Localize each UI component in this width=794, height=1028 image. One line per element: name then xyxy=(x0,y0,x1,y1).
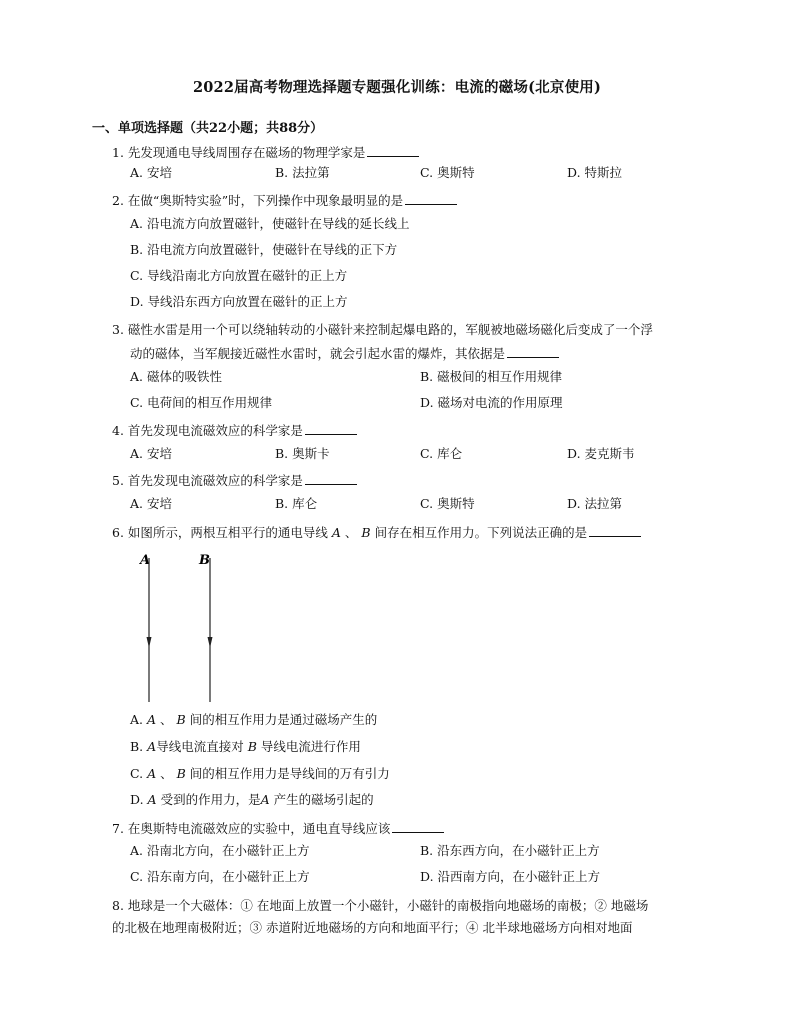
q6-option-c[interactable]: C. A 、 B 间的相互作用力是导线间的万有引力 xyxy=(130,766,390,781)
answer-blank[interactable] xyxy=(507,345,559,358)
q2-option-c[interactable]: C. 导线沿南北方向放置在磁针的正上方 xyxy=(130,268,348,283)
answer-blank[interactable] xyxy=(367,144,419,157)
wire-b-current-arrow xyxy=(208,637,213,648)
question-6-stem: 6. 如图所示，两根互相平行的通电导线 A 、 B 间存在相互作用力。下列说法正确的是 xyxy=(112,524,641,541)
section-heading: 一、单项选择题（共22小题；共88分） xyxy=(92,121,324,136)
wire-a-current-arrow xyxy=(147,637,152,648)
answer-blank[interactable] xyxy=(305,472,357,485)
q1-option-c[interactable]: C. 奥斯特 xyxy=(420,165,475,180)
answer-blank[interactable] xyxy=(392,820,444,833)
q6-option-b[interactable]: B. A导线电流直接对 B 导线电流进行作用 xyxy=(130,739,361,754)
q3-option-c[interactable]: C. 电荷间的相互作用规律 xyxy=(130,395,273,410)
q1-option-a[interactable]: A. 安培 xyxy=(130,165,172,180)
q5-option-b[interactable]: B. 库仑 xyxy=(275,496,318,511)
q1-option-d[interactable]: D. 特斯拉 xyxy=(567,165,623,180)
question-8-stem-line1: 8. 地球是一个大磁体：① 在地面上放置一个小磁针，小磁针的南极指向地磁场的南极；② 地磁场 xyxy=(112,898,649,913)
question-1-stem: 1. 先发现通电导线周围存在磁场的物理学家是 xyxy=(112,144,419,161)
q2-option-b[interactable]: B. 沿电流方向放置磁针，使磁针在导线的正下方 xyxy=(130,242,398,257)
wire-b-label: B xyxy=(199,553,210,568)
q5-option-c[interactable]: C. 奥斯特 xyxy=(420,496,475,511)
question-5-stem: 5. 首先发现电流磁效应的科学家是 xyxy=(112,472,357,489)
q4-option-a[interactable]: A. 安培 xyxy=(130,446,172,461)
parallel-wires-figure xyxy=(130,548,230,708)
question-8-stem-line2: 的北极在地理南极附近；③ 赤道附近地磁场的方向和地面平行；④ 北半球地磁场方向相对地面 xyxy=(112,920,633,935)
q3-option-d[interactable]: D. 磁场对电流的作用原理 xyxy=(420,395,563,410)
document-title: 2022届高考物理选择题专题强化训练：电流的磁场(北京使用) xyxy=(192,79,602,96)
q4-option-b[interactable]: B. 奥斯卡 xyxy=(275,446,330,461)
q6-option-d[interactable]: D. A 受到的作用力，是A 产生的磁场引起的 xyxy=(130,792,374,807)
q7-option-d[interactable]: D. 沿西南方向，在小磁针正上方 xyxy=(420,869,601,884)
q3-option-b[interactable]: B. 磁极间的相互作用规律 xyxy=(420,369,563,384)
q7-option-c[interactable]: C. 沿东南方向，在小磁针正上方 xyxy=(130,869,310,884)
q3-option-a[interactable]: A. 磁体的吸铁性 xyxy=(130,369,222,384)
answer-blank[interactable] xyxy=(305,422,357,435)
q4-option-d[interactable]: D. 麦克斯韦 xyxy=(567,446,635,461)
q4-option-c[interactable]: C. 库仑 xyxy=(420,446,463,461)
question-3-stem-line2: 动的磁体，当军舰接近磁性水雷时，就会引起水雷的爆炸，其依据是 xyxy=(130,345,559,362)
q7-option-b[interactable]: B. 沿东西方向，在小磁针正上方 xyxy=(420,843,600,858)
answer-blank[interactable] xyxy=(405,192,457,205)
q6-option-a[interactable]: A. A 、 B 间的相互作用力是通过磁场产生的 xyxy=(130,712,378,727)
answer-blank[interactable] xyxy=(589,524,641,537)
question-3-stem-line1: 3. 磁性水雷是用一个可以绕轴转动的小磁针来控制起爆电路的，军舰被地磁场磁化后变成了一个浮 xyxy=(112,322,653,337)
question-4-stem: 4. 首先发现电流磁效应的科学家是 xyxy=(112,422,357,439)
q5-option-d[interactable]: D. 法拉第 xyxy=(567,496,623,511)
q7-option-a[interactable]: A. 沿南北方向，在小磁针正上方 xyxy=(130,843,310,858)
wire-a-label: A xyxy=(140,553,151,568)
q2-option-d[interactable]: D. 导线沿东西方向放置在磁针的正上方 xyxy=(130,294,348,309)
q2-option-a[interactable]: A. 沿电流方向放置磁针，使磁针在导线的延长线上 xyxy=(130,216,410,231)
question-7-stem: 7. 在奥斯特电流磁效应的实验中，通电直导线应该 xyxy=(112,820,444,837)
question-2-stem: 2. 在做“奥斯特实验”时，下列操作中现象最明显的是 xyxy=(112,192,457,209)
q1-option-b[interactable]: B. 法拉第 xyxy=(275,165,330,180)
q5-option-a[interactable]: A. 安培 xyxy=(130,496,172,511)
